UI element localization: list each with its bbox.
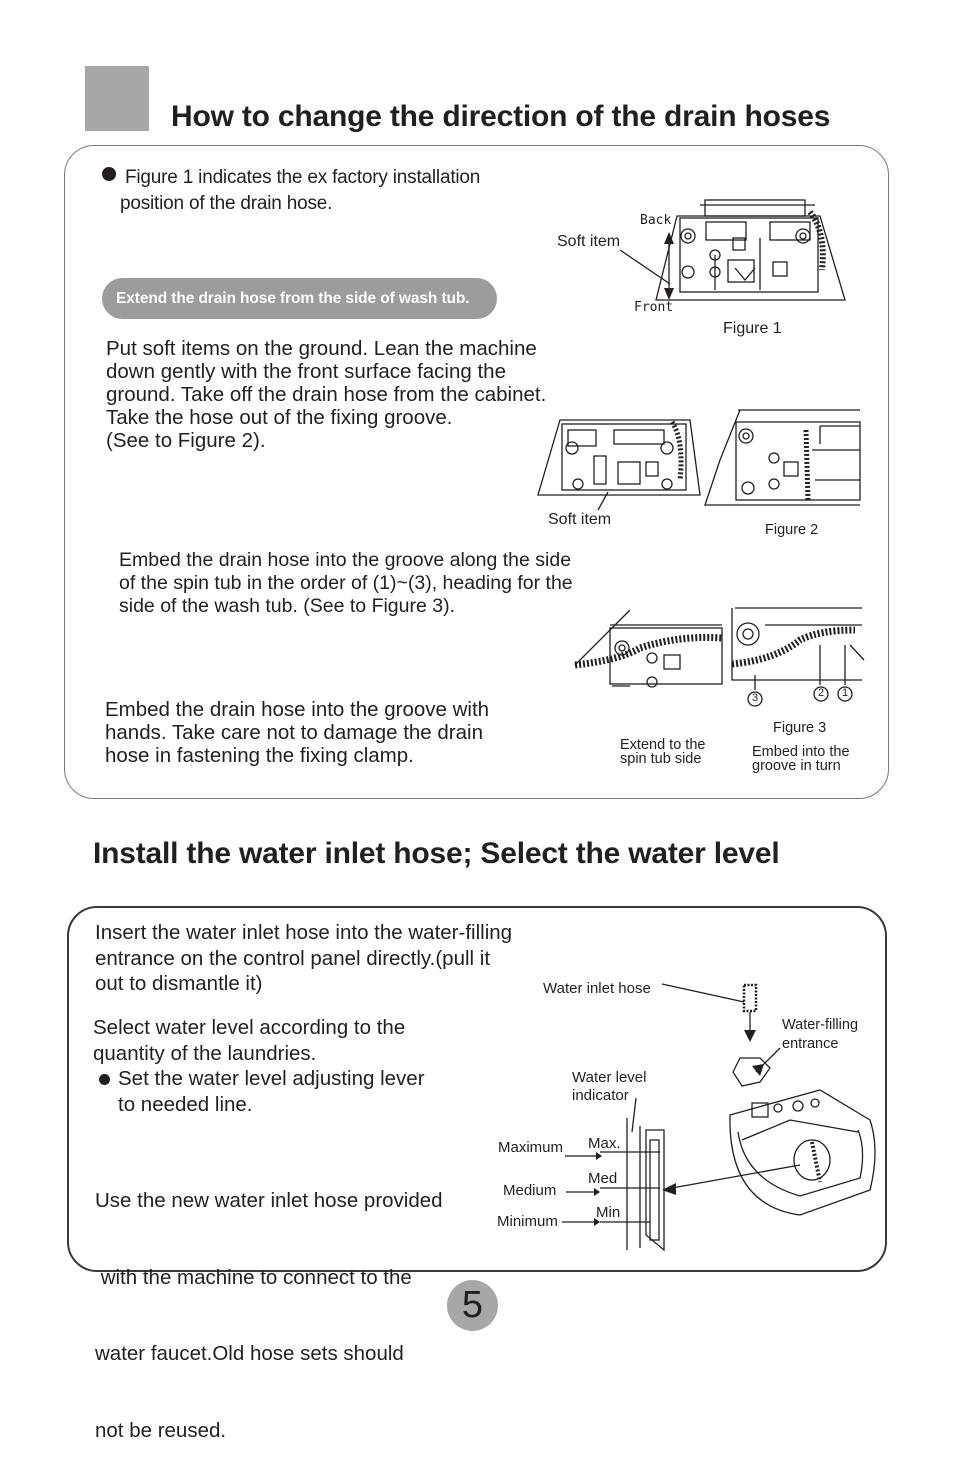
inlet-line: out to dismantle it) bbox=[95, 972, 263, 995]
hose-line: with the machine to connect to the bbox=[95, 1265, 412, 1289]
step2-line: side of the wash tub. (See to Figure 3). bbox=[119, 595, 456, 617]
figure3-left-label-1: Extend to the bbox=[620, 737, 706, 753]
hose-line: not be reused. bbox=[95, 1418, 227, 1442]
figure2-caption: Figure 2 bbox=[765, 522, 819, 538]
step1-line: ground. Take off the drain hose from the cabinet. bbox=[106, 383, 547, 406]
step1-line: (See to Figure 2). bbox=[106, 429, 266, 452]
figure3-num2: 2 bbox=[817, 687, 825, 699]
medium-label: Medium bbox=[503, 1182, 557, 1199]
step3-line: hands. Take care not to damage the drain bbox=[105, 721, 483, 744]
figure3-right-label-1: Embed into the bbox=[752, 744, 850, 760]
figure3-left-label-2: spin tub side bbox=[620, 751, 702, 767]
lever-line: Set the water level adjusting lever bbox=[118, 1067, 425, 1090]
hose-line: Use the new water inlet hose provided bbox=[95, 1189, 443, 1212]
inlet-line: entrance on the control panel directly.(pull it bbox=[95, 946, 491, 970]
step1-line: Take the hose out of the fixing groove. bbox=[106, 406, 453, 429]
figure1-soft-item-label: Soft item bbox=[557, 233, 621, 250]
level-line: quantity of the laundries. bbox=[93, 1041, 317, 1065]
level-line: Select water level according to the bbox=[93, 1016, 406, 1039]
minimum-label: Minimum bbox=[497, 1213, 558, 1230]
step1-line: Put soft items on the ground. Lean the machine bbox=[106, 337, 537, 360]
instruction-pill: Extend the drain hose from the side of wash tub. bbox=[102, 278, 497, 319]
med-mark: Med bbox=[588, 1170, 618, 1187]
step2-line: Embed the drain hose into the groove along the side bbox=[119, 549, 572, 571]
step2-line: of the spin tub in the order of (1)~(3), heading for the bbox=[119, 572, 573, 594]
page-number: 5 bbox=[447, 1280, 498, 1331]
step3-line: Embed the drain hose into the groove with bbox=[105, 698, 490, 721]
intro-line-1: Figure 1 indicates the ex factory installation bbox=[125, 167, 481, 188]
section2-title: Install the water inlet hose; Select the water level bbox=[93, 837, 780, 870]
max-mark: Max. bbox=[588, 1135, 621, 1152]
lever-line: to needed line. bbox=[118, 1092, 253, 1116]
intro-line-2: position of the drain hose. bbox=[120, 193, 333, 214]
figure1-caption: Figure 1 bbox=[723, 320, 782, 337]
hose-line: water faucet.Old hose sets should bbox=[95, 1342, 404, 1365]
indicator-label-2: indicator bbox=[572, 1087, 629, 1104]
section1-title: How to change the direction of the drain hoses bbox=[171, 100, 831, 133]
min-mark: Min bbox=[596, 1204, 621, 1221]
figure2-soft-item-label: Soft item bbox=[548, 511, 612, 528]
water-filling-label-2: entrance bbox=[782, 1036, 839, 1052]
figure1-front-label: Front bbox=[634, 300, 674, 315]
water-filling-label-1: Water-filling bbox=[782, 1017, 859, 1033]
inlet-line: Insert the water inlet hose into the water-filling bbox=[95, 921, 513, 944]
figure3-right-label-2: groove in turn bbox=[752, 758, 841, 774]
step1-line: down gently with the front surface facing the bbox=[106, 360, 506, 383]
maximum-label: Maximum bbox=[498, 1139, 564, 1156]
figure3-caption: Figure 3 bbox=[773, 720, 827, 736]
step3-line: hose in fastening the fixing clamp. bbox=[105, 744, 414, 767]
figure3-num1: 1 bbox=[841, 687, 849, 699]
indicator-label-1: Water level bbox=[572, 1069, 647, 1086]
figure1-back-label: Back bbox=[640, 213, 672, 228]
figure3-num3: 3 bbox=[751, 692, 759, 704]
water-inlet-hose-label: Water inlet hose bbox=[543, 980, 651, 997]
